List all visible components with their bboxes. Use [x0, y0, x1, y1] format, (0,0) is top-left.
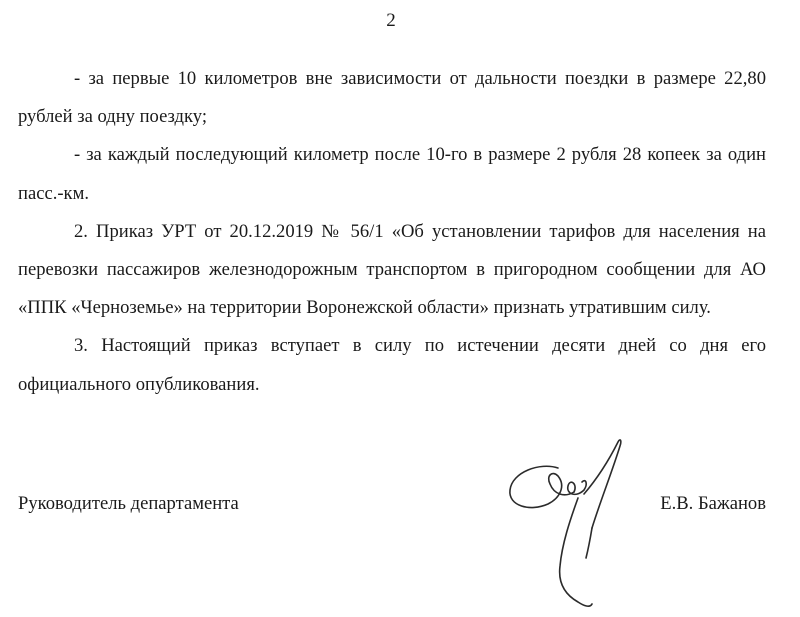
paragraph-order-repeal: 2. Приказ УРТ от 20.12.2019 № 56/1 «Об установлении тарифов для населения на перевозки пассажиров железнодорожным транспортом в пригородном сообщении для АО «ППК «Черноземье» на территории Воронежской области» признать утратившим силу. [18, 220, 766, 319]
handwritten-signature [500, 432, 640, 612]
page-number: 2 [386, 10, 396, 31]
paragraph-fare-per-km: - за каждый последующий километр после 10-го в размере 2 рубля 28 копеек за один пасс.-км. [18, 144, 766, 204]
paragraph-effective-date: 3. Настоящий приказ вступает в силу по истечении десяти дней со дня его официального опубликования. [18, 335, 766, 395]
paragraph-fare-first-10km: - за первые 10 километров вне зависимости от дальности поездки в размере 22,80 рублей за одну поездку; [18, 68, 766, 128]
signer-name: Е.В. Бажанов [660, 493, 766, 514]
signature-block [18, 492, 766, 532]
signer-title: Руководитель департамента [18, 493, 239, 514]
document-body [18, 60, 766, 404]
